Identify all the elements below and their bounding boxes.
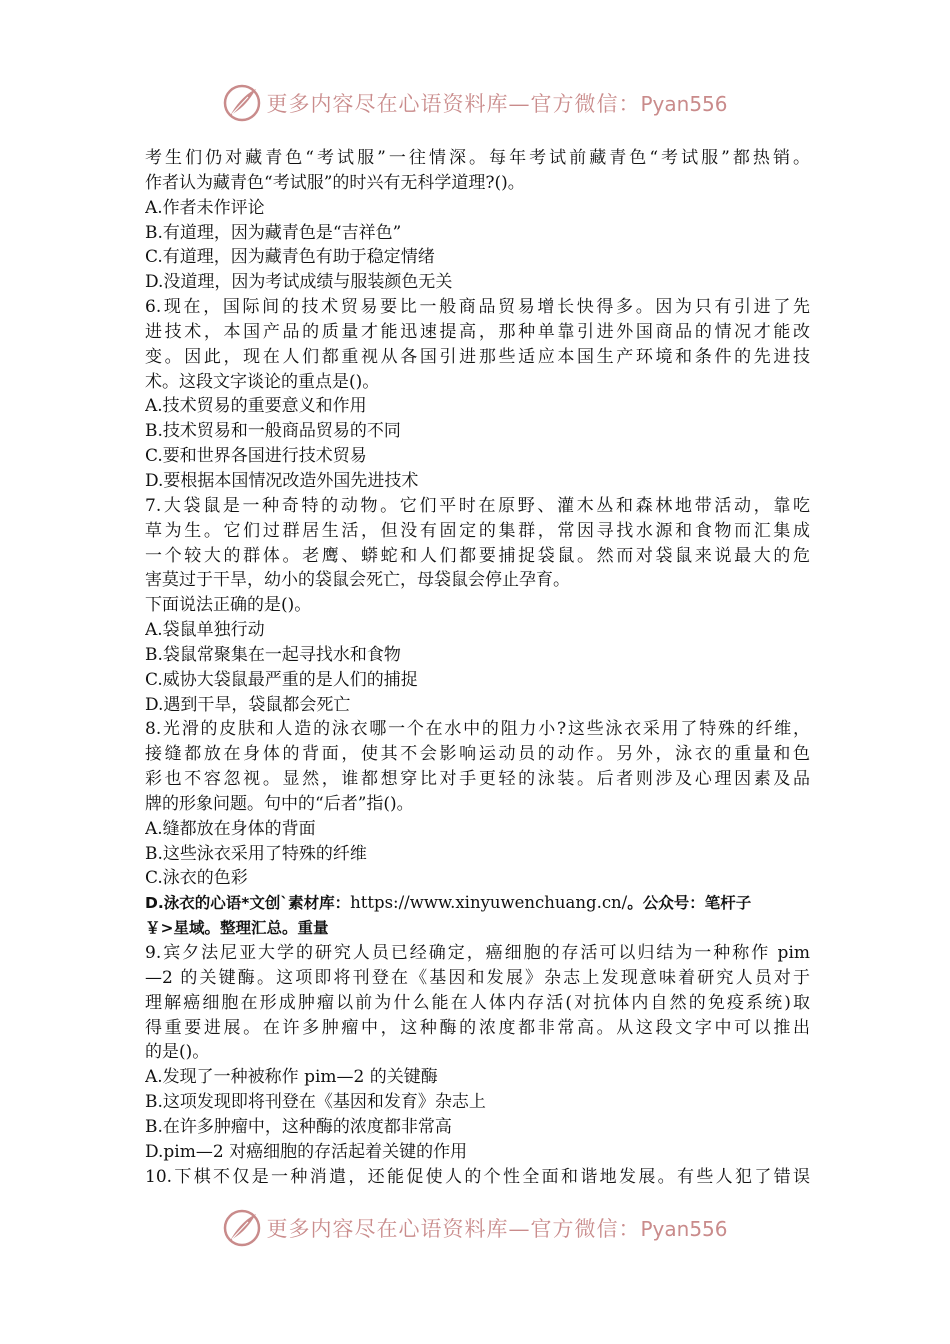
text-line: 10.下棋不仅是一种消遣，还能促使人的个性全面和谐地发展。有些人犯了错误	[145, 1166, 810, 1187]
text-line: 理解癌细胞在形成肿瘤以前为什么能在人体内存活(对抗体内自然的免疫系统)取	[145, 992, 810, 1013]
text-line: A.技术贸易的重要意义和作用	[145, 396, 367, 417]
text-line: 进技术，本国产品的质量才能迅速提高，那种单靠引进外国商品的情况才能改	[145, 321, 810, 342]
text-line: 得重要进展。在许多肿瘤中，这种酶的浓度都非常高。从这段文字中可以推出	[145, 1017, 810, 1038]
text-line: B.在许多肿瘤中，这种酶的浓度都非常高	[145, 1116, 452, 1137]
text-line: A.缝都放在身体的背面	[145, 818, 316, 839]
text-line: D.要根据本国情况改造外国先进技术	[145, 470, 419, 491]
text-line: D.遇到干旱，袋鼠都会死亡	[145, 694, 351, 715]
text-line: 接缝都放在身体的背面，使其不会影响运动员的动作。另外，泳衣的重量和色	[145, 744, 810, 765]
text-line: B.袋鼠常聚集在一起寻找水和食物	[145, 644, 401, 665]
text-line: D.泳衣的心语*文创`素材库：https://www.xinyuwenchuang.cn/。公众号：笔杆子	[145, 893, 752, 913]
text-line: 的是()。	[145, 1042, 210, 1063]
text-line: 彩也不容忽视。显然，谁都想穿比对手更轻的泳装。后者则涉及心理因素及品	[145, 769, 810, 790]
text-line: C.要和世界各国进行技术贸易	[145, 446, 367, 467]
text-line: —2 的关键酶。这项即将刊登在《基因和发展》杂志上发现意味着研究人员对于	[145, 967, 810, 988]
text-line: D.没道理，因为考试成绩与服装颜色无关	[145, 272, 453, 293]
quill-logo-icon	[222, 83, 262, 123]
banner-text: 更多内容尽在心语资料库—官方微信：Pyan556	[266, 92, 728, 116]
text-line: 一个较大的群体。老鹰、蟒蛇和人们都要捕捉袋鼠。然而对袋鼠来说最大的危	[145, 545, 810, 566]
text-line: B.有道理，因为藏青色是“吉祥色”	[145, 222, 402, 243]
quill-logo-icon	[222, 1208, 262, 1248]
text-line: 8.光滑的皮肤和人造的泳衣哪一个在水中的阻力小?这些泳衣采用了特殊的纤维，	[145, 719, 810, 740]
text-line: A.袋鼠单独行动	[145, 620, 265, 641]
url-text: https://www.xinyuwenchuang.cn/	[350, 893, 628, 913]
banner-text: 更多内容尽在心语资料库—官方微信：Pyan556	[266, 1217, 728, 1241]
text-line: C.泳衣的色彩	[145, 868, 248, 889]
text-line: 7.大袋鼠是一种奇特的动物。它们平时在原野、灌木丛和森林地带活动，靠吃	[145, 495, 810, 516]
text-line: C.威协大袋鼠最严重的是人们的捕捉	[145, 669, 418, 690]
text-line: 术。这段文字谈论的重点是()。	[145, 371, 380, 392]
text-line: B.这项发现即将刊登在《基因和发育》杂志上	[145, 1092, 486, 1113]
text-line: D.pim—2 对癌细胞的存活起着关键的作用	[145, 1141, 468, 1162]
text-line: C.有道理，因为藏青色有助于稳定情绪	[145, 247, 435, 268]
text-line: 草为生。它们过群居生活，但没有固定的集群，常因寻找水源和食物而汇集成	[145, 520, 810, 541]
text-line: 牌的形象问题。句中的“后者”指()。	[145, 793, 414, 814]
text-line: A.作者未作评论	[145, 197, 265, 218]
text-line: 变。因此，现在人们都重视从各国引进那些适应本国生产环境和条件的先进技	[145, 346, 810, 367]
text-line: 考生们仍对藏青色“考试服”一往情深。每年考试前藏青色“考试服”都热销。	[145, 148, 810, 168]
text-line: B.这些泳衣采用了特殊的纤维	[145, 843, 367, 864]
document-body	[145, 146, 810, 1189]
text-line: A.发现了一种被称作 pim—2 的关键酶	[145, 1067, 438, 1088]
header-banner	[0, 78, 950, 128]
text-line: 6.现在，国际间的技术贸易要比一般商品贸易增长快得多。因为只有引进了先	[145, 297, 810, 318]
footer-banner	[0, 1203, 950, 1253]
text-line: B.技术贸易和一般商品贸易的不同	[145, 421, 401, 442]
text-line: 作者认为藏青色“考试服”的时兴有无科学道理?()。	[145, 172, 525, 193]
text-line: 9.宾夕法尼亚大学的研究人员已经确定，癌细胞的存活可以归结为一种称作 pim	[145, 943, 810, 963]
text-line: ￥>星域。整理汇总。重量	[145, 919, 329, 938]
text-line: 下面说法正确的是()。	[145, 595, 312, 616]
text-line: 害莫过于干旱，幼小的袋鼠会死亡，母袋鼠会停止孕育。	[145, 570, 570, 591]
